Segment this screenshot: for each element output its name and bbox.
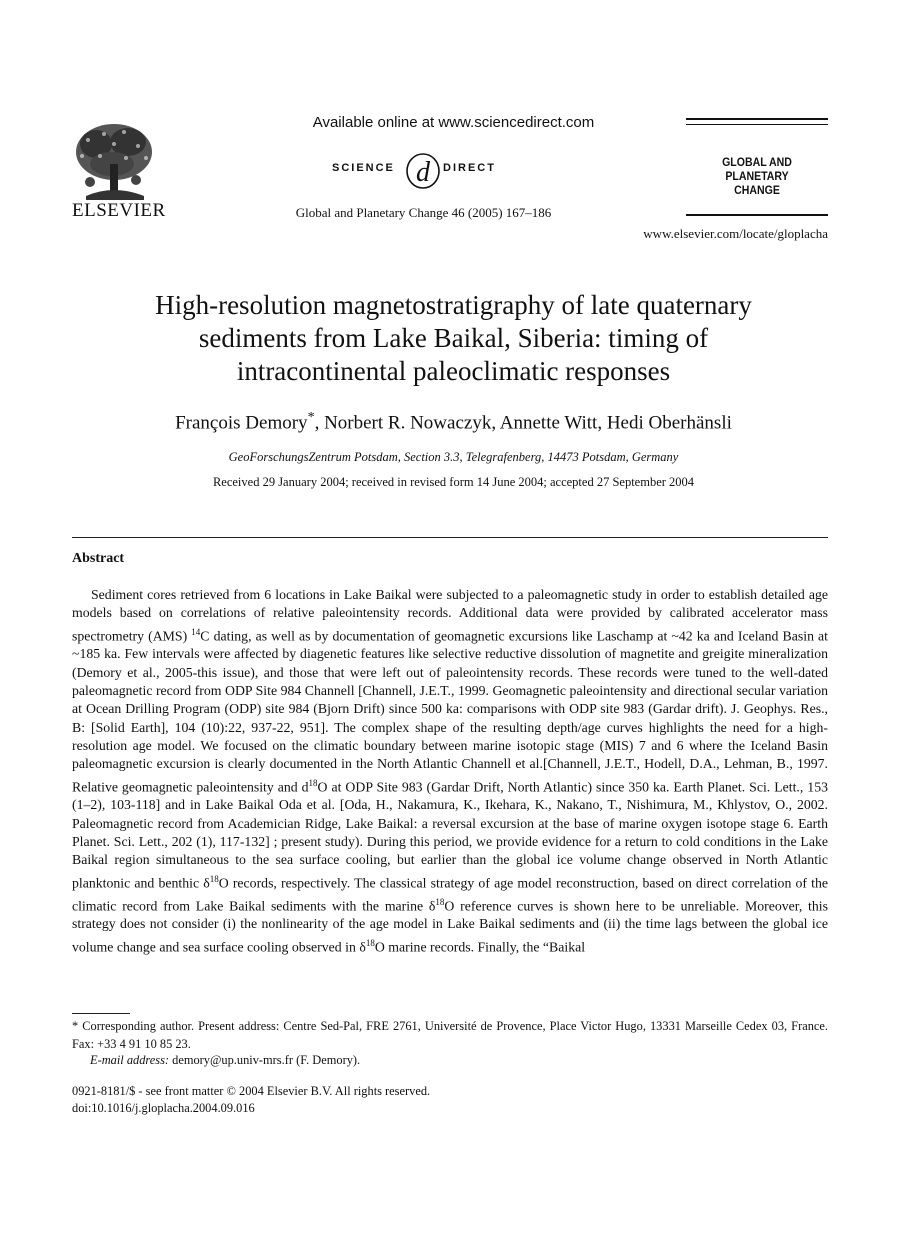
email-label: E-mail address:	[90, 1053, 170, 1067]
journal-rule	[686, 214, 828, 216]
author-names: , Norbert R. Nowaczyk, Annette Witt, Hedi Oberhänsli	[314, 412, 732, 434]
abstract-text: O at ODP Site 983 (Gardar Drift, North Atlantic) since 350 ka. Earth Planet. Sci. Lett., 153 (1–2), 103-118] and in Lake Baikal Oda et al. [Oda, H., Nakamura, K., Ikehara, K., Nakano, T., Nishimura, M., Khlystov, O., 2002. Paleomagnetic record from Academician Ridge, Lake Baikal: a reversal excursion at the base of marine oxygen isotope stage 6. Earth Planet. Sci. Lett., 202 (1), 117-132] ; present study). During this period, we provide evidence for a return to cold conditions in the Lake Baikal region simultaneous to the sea surface cooling, but earlier than the global ice volume change observed in North Atlantic planktonic and benthic δ	[72, 779, 828, 891]
superscript: 18	[435, 896, 445, 907]
abstract-text: Sediment cores retrieved from 6 locations in Lake Baikal were subjected to a paleomagnetic study in order to establish detailed age models based on correlations of relative paleointensity records. Additional data were provided by calibrated accelerator mass spectrometry (AMS)	[72, 587, 828, 644]
doi-link[interactable]: doi:10.1016/j.gloplacha.2004.09.016	[72, 1101, 255, 1115]
publisher-wordmark: ELSEVIER	[72, 200, 166, 221]
title-line: sediments from Lake Baikal, Siberia: timing of	[198, 323, 709, 353]
title-line: High-resolution magnetostratigraphy of late quaternary	[155, 290, 752, 320]
abstract-text: O records, respectively. The classical strategy of age model reconstruction, based on direct correlation of the climatic record from Lake Baikal sediments with the marine δ	[72, 875, 828, 914]
abstract-text: C dating, as well as by documentation of geomagnetic excursions like Laschamp at ~42 ka and Iceland Basin at ~185 ka. Few intervals were affected by diagenetic features like selective reductive dissolution of magnetite and greigite mineralization (Demory et al., 2005-this issue), and those that were left out of paleointensity records. These records were tuned to the well-dated paleomagnetic record from ODP Site 984 Channell [Channell, J.E.T., 1999. Geomagnetic paleointensity and directional secular variation at Ocean Drilling Program (ODP) site 984 (Bjorn Drift) since 500 ka: comparisons with ODP site 983 (Gardar drift). J. Geophys. Res., B: [Solid Earth], 104 (10):22, 937-22, 951]. The complex shape of the resulting depth/age curves highlights the need for a high-resolution age model. We focused on the climatic boundary between marine isotopic stage (MIS) 7 and 6 where the Iceland Basin paleomagnetic excursion is clearly documented in the North Atlantic Channell et al.[Channell, J.E.T., Hodell, D.A., Lehman, B., 1997. Relative geomagnetic paleointensity and d	[72, 628, 829, 795]
corresponding-author-footnote: * Corresponding author. Present address: Centre Sed-Pal, FRE 2761, Université de Provence, Place Victor Hugo, 13331 Marseille Cedex 03, France. Fax: +33 4 91 10 85 23.	[72, 1019, 828, 1051]
affiliation: GeoForschungsZentrum Potsdam, Section 3.3, Telegrafenberg, 14473 Potsdam, Germany	[228, 450, 679, 464]
sciencedirect-at-icon	[405, 150, 441, 190]
corresponding-author-mark[interactable]: *	[307, 410, 315, 425]
superscript: 18	[308, 777, 318, 788]
abstract-text: O marine records. Finally, the “Baikal	[374, 939, 586, 955]
superscript: 18	[365, 937, 375, 948]
issn-line: 0921-8181/$ - see front matter © 2004 Elsevier B.V. All rights reserved.	[72, 1084, 431, 1098]
copyright-block	[72, 1083, 430, 1117]
abstract-text: O reference curves is shown here to be unreliable. Moreover, this strategy does not consider (i) the nonlinearity of the age model in Lake Baikal sediments and (ii) the time lags between the global ice volume change and sea surface cooling observed in δ	[72, 898, 828, 955]
sciencedirect-left-word: SCIENCE	[332, 162, 395, 174]
article-title	[60, 289, 847, 388]
journal-url-link[interactable]: www.elsevier.com/locate/gloplacha	[643, 226, 828, 241]
journal-rule	[686, 118, 828, 120]
sciencedirect-mark: d	[416, 157, 430, 188]
section-divider	[72, 537, 828, 538]
superscript: 14	[191, 626, 201, 637]
abstract-heading: Abstract	[72, 551, 125, 566]
superscript: 18	[209, 873, 219, 884]
footnote-divider	[72, 1013, 130, 1014]
journal-name-line: CHANGE	[734, 183, 780, 197]
sciencedirect-right-word: DIRECT	[443, 162, 496, 174]
journal-rule	[686, 124, 828, 125]
journal-citation: Global and Planetary Change 46 (2005) 167–186	[295, 205, 552, 220]
received-dates: Received 29 January 2004; received in revised form 14 June 2004; accepted 27 September 2004	[212, 475, 695, 489]
author-name: François Demory	[175, 412, 308, 434]
email-address-link[interactable]: demory@up.univ-mrs.fr (F. Demory).	[169, 1053, 361, 1067]
available-online-text: Available online at www.sciencedirect.com	[312, 114, 595, 131]
abstract-body	[72, 586, 828, 957]
email-footnote	[90, 1053, 360, 1068]
journal-name-line: GLOBAL AND PLANETARY	[722, 155, 792, 183]
author-list	[0, 410, 907, 434]
title-line: intracontinental paleoclimatic responses	[236, 356, 671, 386]
journal-name	[693, 155, 821, 197]
